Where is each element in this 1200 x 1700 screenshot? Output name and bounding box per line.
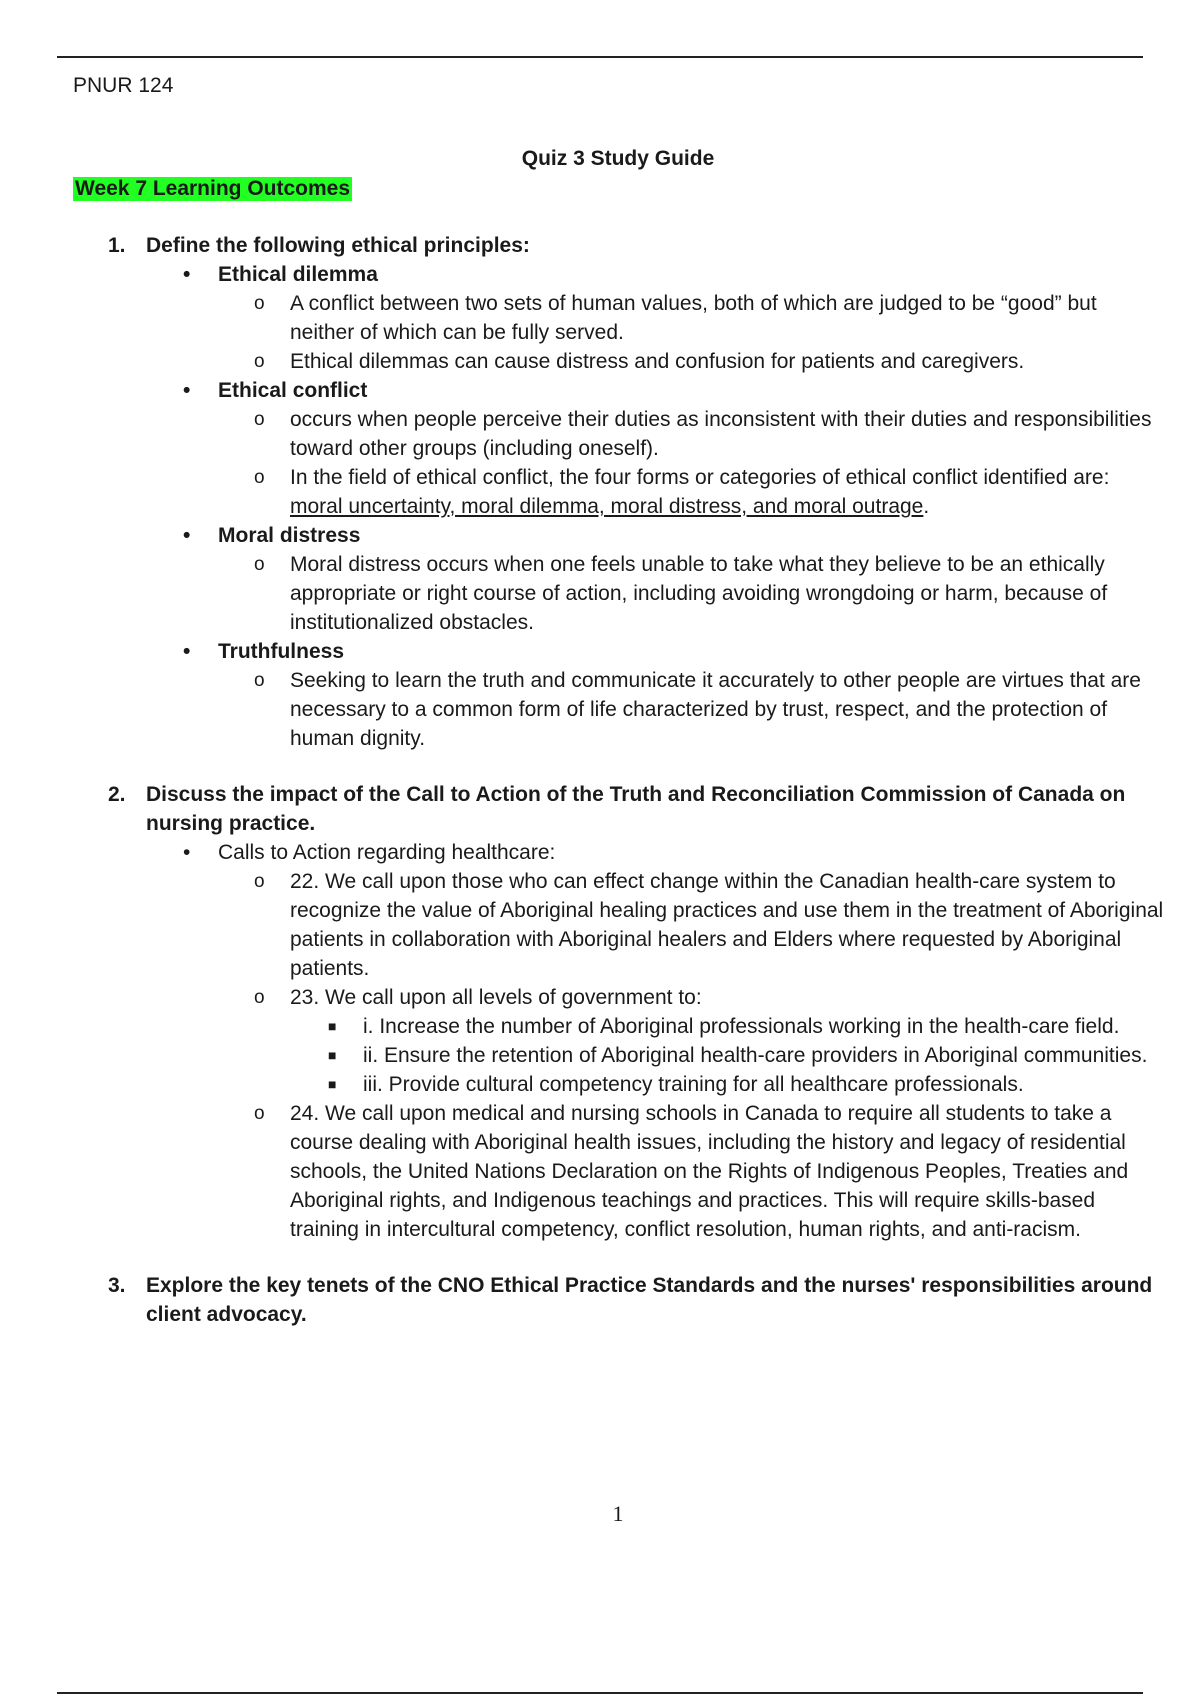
page-title: Quiz 3 Study Guide [521, 147, 715, 170]
definition-point: o In the field of ethical conflict, the four forms or categories of ethical conflict identified are: moral uncertainty, moral dilemma, moral distress, and moral outrage. [0, 463, 1200, 521]
bullet-dot-icon: • [183, 640, 191, 663]
underlined-categories: moral uncertainty, moral dilemma, moral distress, and moral outrage [290, 495, 924, 518]
circle-bullet-icon: o [254, 871, 265, 892]
page-number: 1 [612, 1501, 624, 1526]
calls-to-action-intro: • Calls to Action regarding healthcare: [0, 838, 1200, 867]
bullet-dot-icon: • [183, 379, 191, 402]
bullet-dot-icon: • [183, 841, 191, 864]
circle-bullet-icon: o [254, 554, 265, 575]
definition-point: o Ethical dilemmas can cause distress and confusion for patients and caregivers. [0, 347, 1200, 376]
circle-bullet-icon: o [254, 670, 265, 691]
call-to-action-23: o 23. We call upon all levels of government to: [0, 983, 1200, 1012]
question-number: 3. [108, 1274, 126, 1297]
square-bullet-icon: ■ [328, 1018, 337, 1034]
definition-point: o occurs when people perceive their duties as inconsistent with their duties and responsibilities toward other groups (including oneself). [0, 405, 1200, 463]
square-bullet-icon: ■ [328, 1047, 337, 1063]
study-guide-content [0, 231, 1200, 1329]
circle-bullet-icon: o [254, 409, 265, 430]
term-moral-distress: • Moral distress [0, 521, 1200, 550]
circle-bullet-icon: o [254, 1103, 265, 1124]
question-text: Discuss the impact of the Call to Action of the Truth and Reconciliation Commission of Canada on nursing practice. [146, 783, 1126, 835]
call-23-item: ■ ii. Ensure the retention of Aboriginal health-care providers in Aboriginal communities. [0, 1041, 1200, 1070]
call-23-item: ■ i. Increase the number of Aboriginal professionals working in the health-care field. [0, 1012, 1200, 1041]
definition-point: o A conflict between two sets of human values, both of which are judged to be “good” but neither of which can be fully served. [0, 289, 1200, 347]
question-text: Define the following ethical principles: [146, 234, 530, 257]
question-number: 2. [108, 783, 126, 806]
course-code: PNUR 124 [73, 74, 174, 97]
term-truthfulness: • Truthfulness [0, 637, 1200, 666]
circle-bullet-icon: o [254, 293, 265, 314]
circle-bullet-icon: o [254, 987, 265, 1008]
question-number: 1. [108, 234, 126, 257]
week-heading: Week 7 Learning Outcomes [75, 177, 351, 200]
bottom-rule [57, 1692, 1143, 1694]
circle-bullet-icon: o [254, 351, 265, 372]
top-rule [57, 56, 1143, 58]
question-2 [0, 780, 1200, 838]
bullet-dot-icon: • [183, 524, 191, 547]
call-to-action-22: o 22. We call upon those who can effect change within the Canadian health-care system to recognize the value of Aboriginal healing practices and use them in the treatment of Aboriginal patients in collaboration with Aboriginal healers and Elders where requested by Aboriginal patients. [0, 867, 1200, 983]
question-1 [0, 231, 1200, 260]
call-23-item: ■ iii. Provide cultural competency training for all healthcare professionals. [0, 1070, 1200, 1099]
bullet-dot-icon: • [183, 263, 191, 286]
definition-point: o Moral distress occurs when one feels unable to take what they believe to be an ethically appropriate or right course of action, including avoiding wrongdoing or harm, because of institutionalized obstacles. [0, 550, 1200, 637]
square-bullet-icon: ■ [328, 1076, 337, 1092]
call-to-action-24: o 24. We call upon medical and nursing schools in Canada to require all students to take a course dealing with Aboriginal health issues, including the history and legacy of residential schools, the United Nations Declaration on the Rights of Indigenous Peoples, Treaties and Aboriginal rights, and Indigenous teachings and practices. This will require skills-based training in intercultural competency, conflict resolution, human rights, and anti-racism. [0, 1099, 1200, 1244]
term-ethical-conflict: • Ethical conflict [0, 376, 1200, 405]
term-ethical-dilemma: • Ethical dilemma [0, 260, 1200, 289]
question-3 [0, 1271, 1200, 1329]
question-text: Explore the key tenets of the CNO Ethical Practice Standards and the nurses' responsibilities around client advocacy. [146, 1274, 1153, 1326]
definition-point: o Seeking to learn the truth and communicate it accurately to other people are virtues that are necessary to a common form of life characterized by trust, respect, and the protection of human dignity. [0, 666, 1200, 753]
circle-bullet-icon: o [254, 467, 265, 488]
